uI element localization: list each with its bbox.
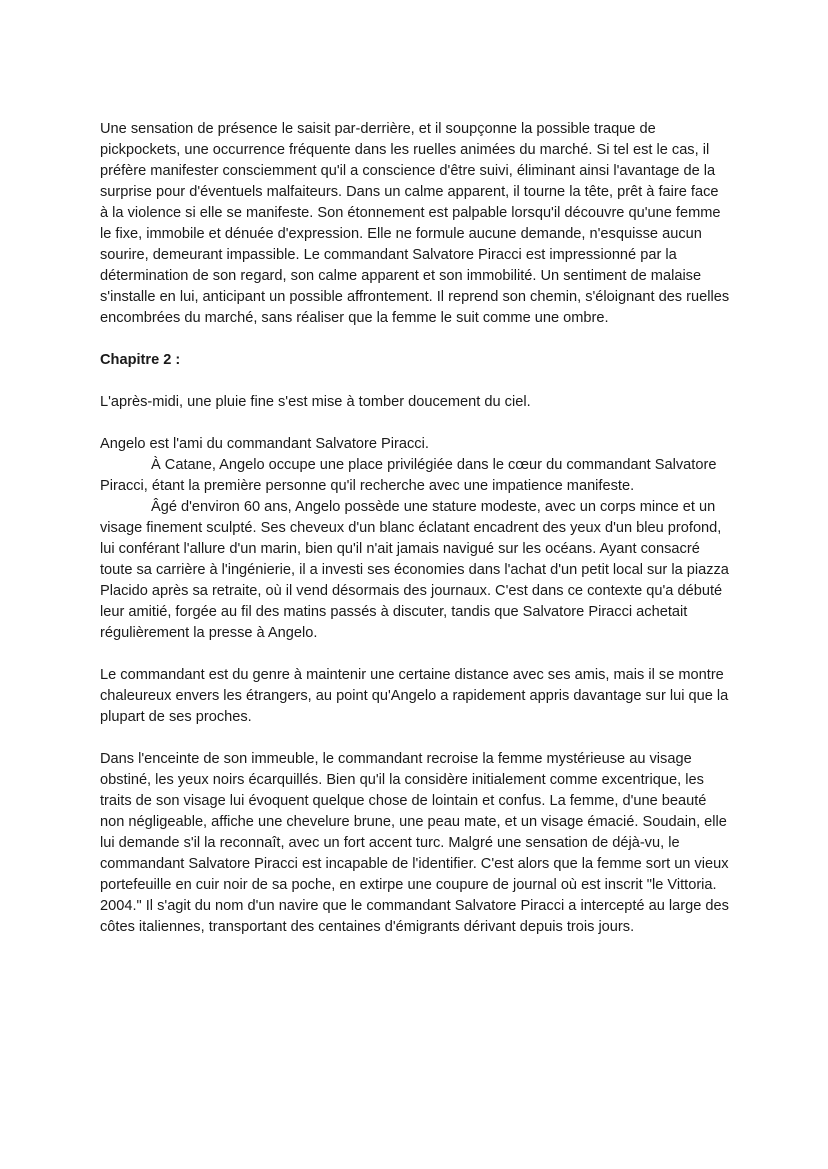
paragraph-gap [100, 329, 730, 350]
paragraph: À Catane, Angelo occupe une place privilégiée dans le cœur du commandant Salvatore Piracci, étant la première personne qu'il recherche avec une impatience manifeste. [100, 457, 717, 494]
paragraph-gap [100, 728, 730, 749]
paragraph: Une sensation de présence le saisit par-derrière, et il soupçonne la possible traque de pickpockets, une occurrence fréquente dans les ruelles animées du marché. Si tel est le cas, il préfère manifester consciemment qu'il a conscience d'être suivi, éliminant ainsi l'avantage de la surprise pour d'éventuels malfaiteurs. Dans un calme apparent, il tourne la tête, prêt à faire face à la violence si elle se manifeste. Son étonnement est palpable lorsqu'il découvre qu'une femme le fixe, immobile et dénuée d'expression. Elle ne formule aucune demande, n'esquisse aucun sourire, demeurant impassible. Le commandant Salvatore Piracci est impressionné par la détermination de son regard, son calme apparent et son immobilité. Un sentiment de malaise s'installe en lui, anticipant un possible affrontement. Il reprend son chemin, s'éloignant des ruelles encombrées du marché, sans réaliser que la femme le suit comme une ombre. [100, 121, 730, 326]
chapter-heading: Chapitre 2 : [100, 352, 181, 368]
paragraph: L'après-midi, une pluie fine s'est mise à tomber doucement du ciel. [100, 394, 531, 410]
paragraph: Âgé d'environ 60 ans, Angelo possède une stature modeste, avec un corps mince et un visage finement sculpté. Ses cheveux d'un blanc éclatant encadrent des yeux d'un bleu profond, lui conférant l'allure d'un marin, bien qu'il n'ait jamais navigué sur les océans. Ayant consacré toute sa carrière à l'ingénierie, il a investi ses économies dans l'achat d'un petit local sur la piazza Placido après sa retraite, où il vend désormais des journaux. C'est dans ce contexte qu'a débuté leur amitié, forgée au fil des matins passés à discuter, tandis que Salvatore Piracci achetait régulièrement la presse à Angelo. [100, 499, 729, 641]
paragraph: Angelo est l'ami du commandant Salvatore Piracci. [100, 436, 429, 452]
document-page [100, 119, 730, 938]
paragraph-gap [100, 413, 730, 434]
paragraph-gap [100, 644, 730, 665]
paragraph: Dans l'enceinte de son immeuble, le commandant recroise la femme mystérieuse au visage obstiné, les yeux noirs écarquillés. Bien qu'il la considère initialement comme excentrique, les traits de son visage lui évoquent quelque chose de lointain et confus. La femme, d'une beauté non négligeable, affiche une chevelure brune, une peau mate, et un visage émacié. Soudain, elle lui demande s'il la reconnaît, avec un fort accent turc. Malgré une sensation de déjà-vu, le commandant Salvatore Piracci est incapable de l'identifier. C'est alors que la femme sort un vieux portefeuille en cuir noir de sa poche, en extirpe une coupure de journal où est inscrit "le Vittoria. 2004." Il s'agit du nom d'un navire que le commandant Salvatore Piracci a intercepté au large des côtes italiennes, transportant des centaines d'émigrants dérivant depuis trois jours. [100, 751, 729, 935]
paragraph: Le commandant est du genre à maintenir une certaine distance avec ses amis, mais il se montre chaleureux envers les étrangers, au point qu'Angelo a rapidement appris davantage sur lui que la plupart de ses proches. [100, 667, 729, 725]
paragraph-gap [100, 371, 730, 392]
